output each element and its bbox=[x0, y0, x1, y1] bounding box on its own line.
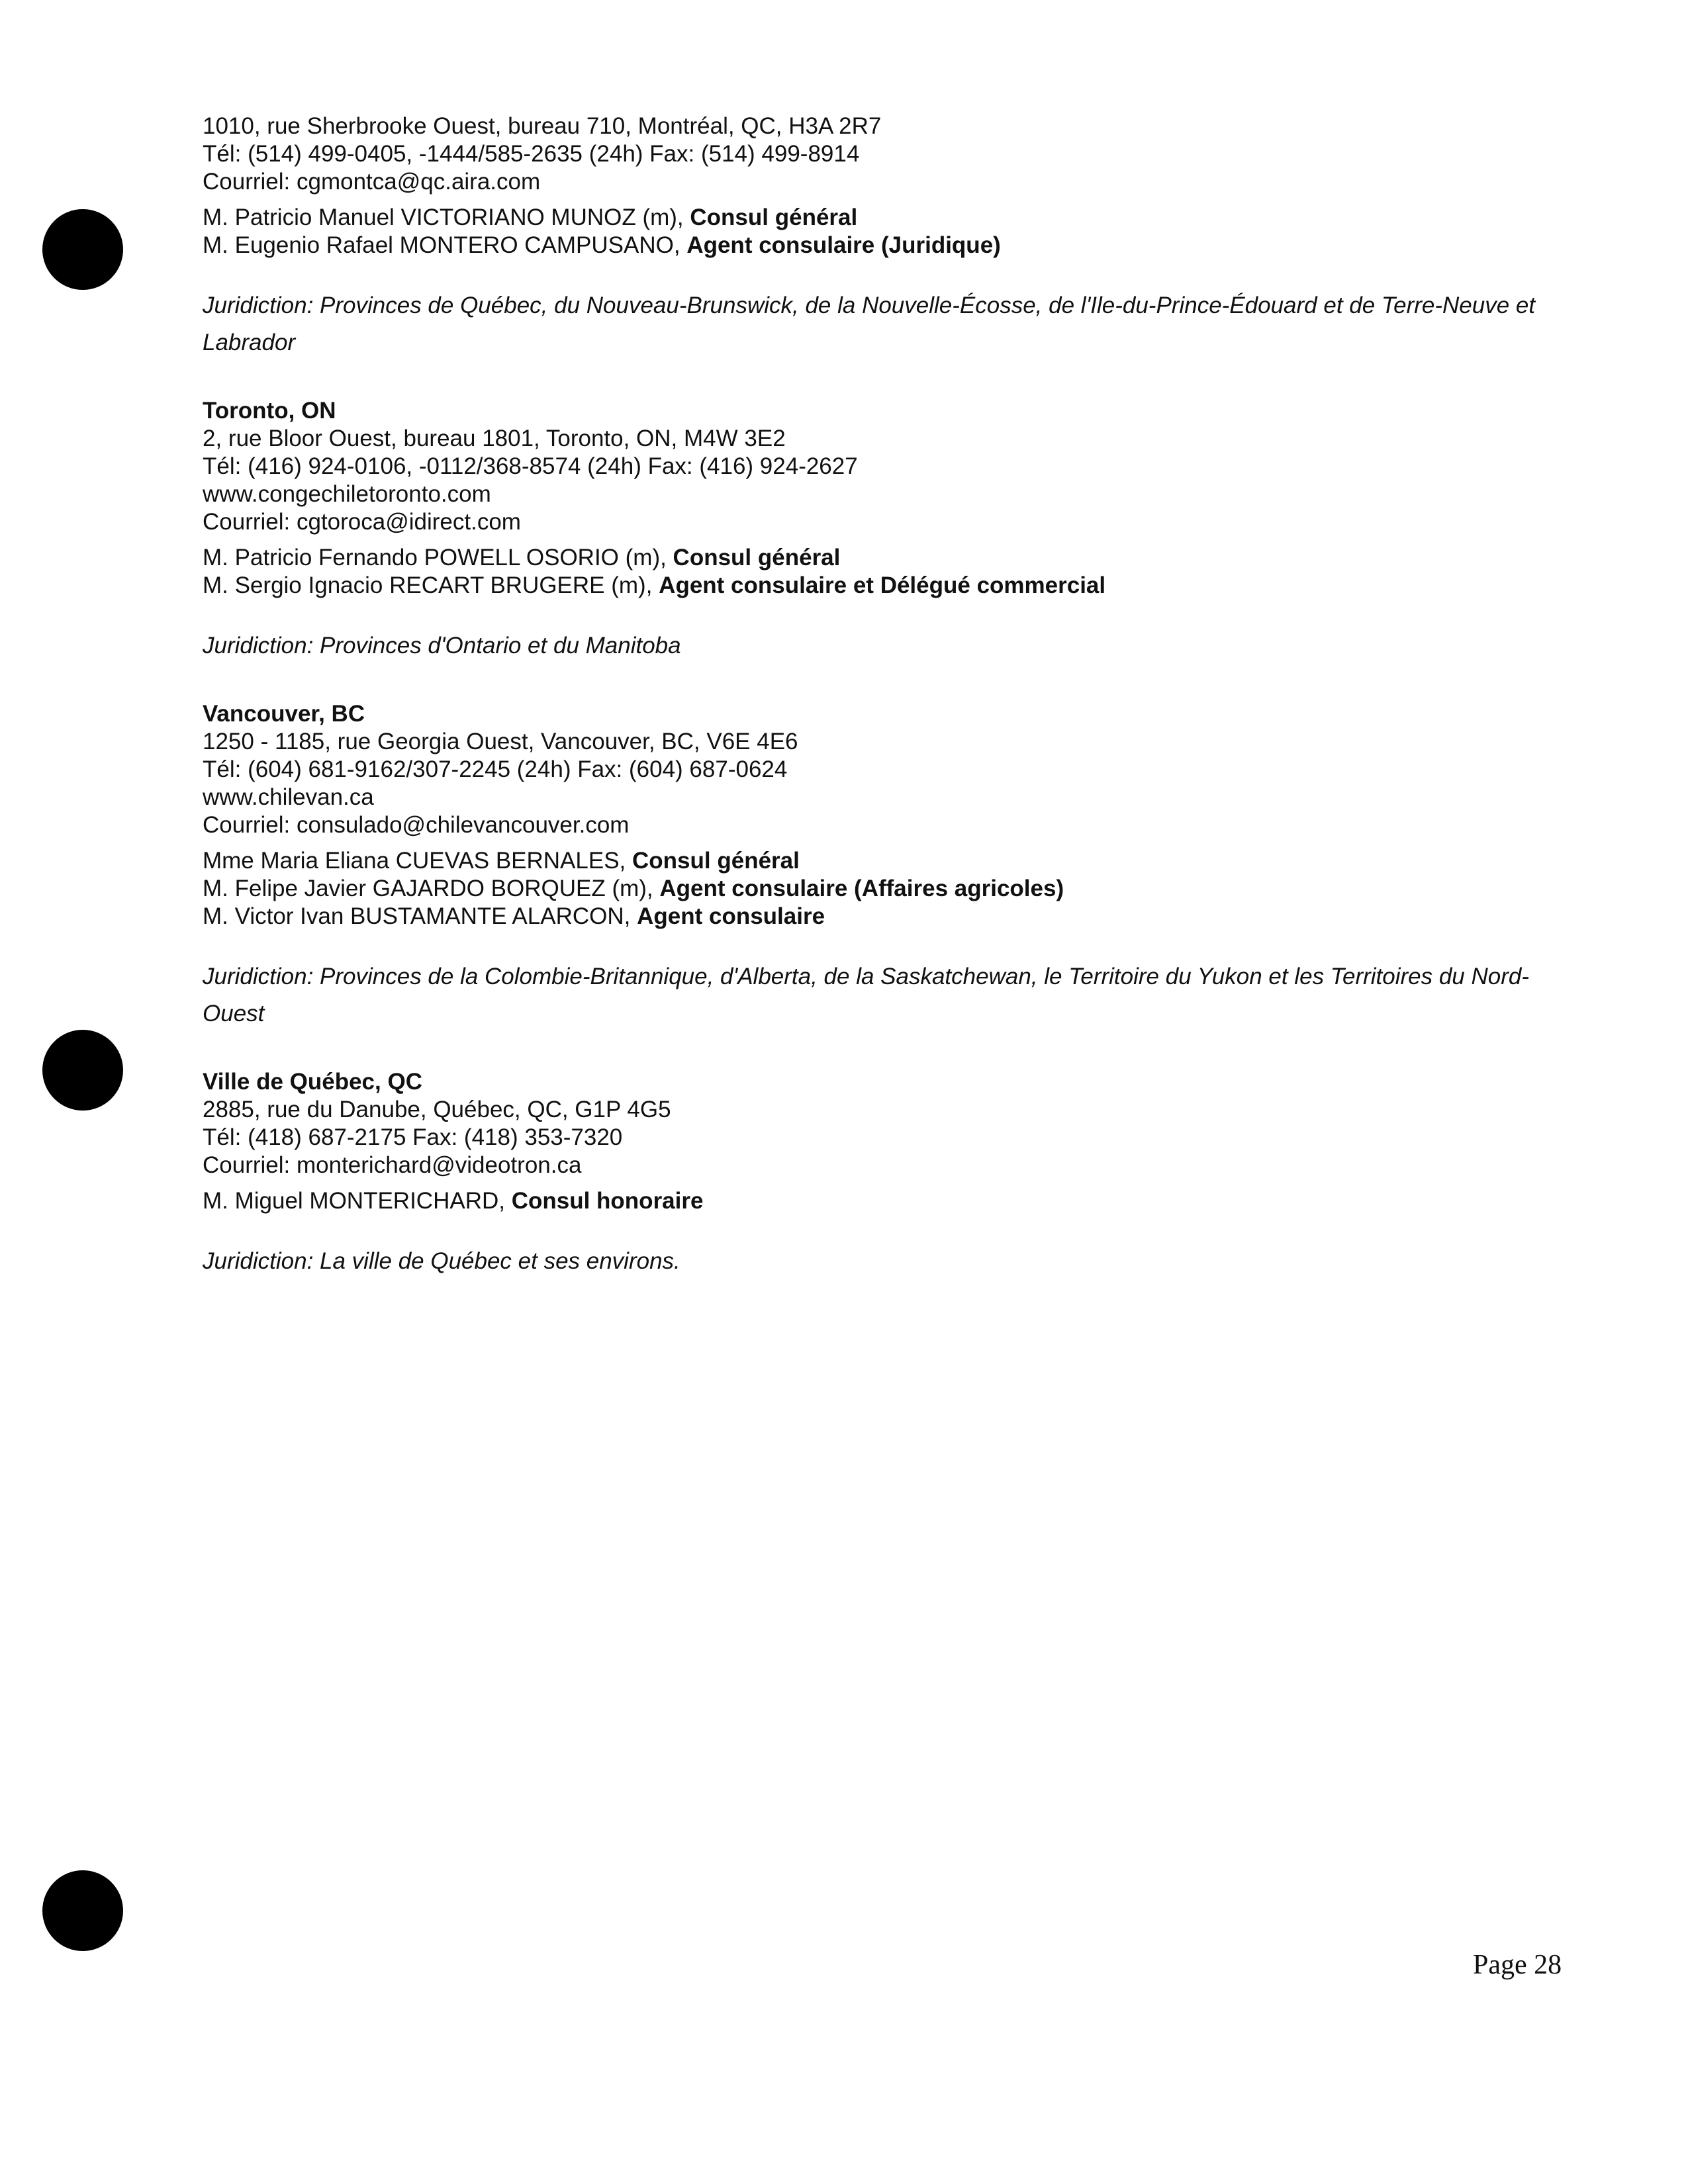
consulate-listing bbox=[203, 113, 1560, 1280]
toronto-section bbox=[203, 397, 1560, 664]
phone-fax: Tél: (604) 681-9162/307-2245 (24h) Fax: (604) 687-0624 bbox=[203, 756, 788, 782]
staff-name: M. Patricio Manuel VICTORIANO MUNOZ (m), bbox=[203, 205, 690, 230]
staff-role: Agent consulaire (Juridique) bbox=[686, 232, 1001, 258]
staff-list bbox=[203, 544, 1560, 600]
address: 1010, rue Sherbrooke Ouest, bureau 710, Montréal, QC, H3A 2R7 bbox=[203, 113, 882, 139]
address: 2885, rue du Danube, Québec, QC, G1P 4G5 bbox=[203, 1097, 671, 1122]
email: Courriel: cgmontca@qc.aira.com bbox=[203, 169, 541, 195]
phone-fax: Tél: (514) 499-0405, -1444/585-2635 (24h) Fax: (514) 499-8914 bbox=[203, 141, 860, 167]
montreal-section bbox=[203, 113, 1560, 361]
address: 2, rue Bloor Ouest, bureau 1801, Toronto, ON, M4W 3E2 bbox=[203, 426, 786, 451]
jurisdiction: Juridiction: Provinces de la Colombie-Britannique, d'Alberta, de la Saskatchewan, le Territoire du Yukon et les Territoires du Nord-Ouest bbox=[203, 964, 1530, 1026]
page-number: Page 28 bbox=[1473, 1950, 1562, 1980]
jurisdiction: Juridiction: La ville de Québec et ses environs. bbox=[203, 1248, 680, 1274]
website: www.chilevan.ca bbox=[203, 784, 374, 810]
staff-entry bbox=[203, 903, 1560, 931]
staff-name: M. Felipe Javier GAJARDO BORQUEZ (m), bbox=[203, 876, 660, 901]
staff-entry bbox=[203, 847, 1560, 875]
staff-name: M. Miguel MONTERICHARD, bbox=[203, 1188, 512, 1214]
staff-entry bbox=[203, 232, 1560, 259]
website: www.congechiletoronto.com bbox=[203, 481, 491, 507]
staff-entry bbox=[203, 572, 1560, 600]
city-heading: Ville de Québec, QC bbox=[203, 1069, 422, 1095]
email: Courriel: cgtoroca@idirect.com bbox=[203, 509, 521, 535]
staff-name: M. Victor Ivan BUSTAMANTE ALARCON, bbox=[203, 903, 637, 929]
staff-role: Consul général bbox=[673, 545, 841, 570]
punch-hole bbox=[42, 209, 123, 290]
staff-name: Mme Maria Eliana CUEVAS BERNALES, bbox=[203, 848, 633, 874]
staff-role: Agent consulaire (Affaires agricoles) bbox=[659, 876, 1064, 901]
staff-list bbox=[203, 1187, 1560, 1215]
staff-role: Consul général bbox=[690, 205, 858, 230]
staff-role: Consul honoraire bbox=[511, 1188, 704, 1214]
punch-hole bbox=[42, 1870, 123, 1951]
phone-fax: Tél: (416) 924-0106, -0112/368-8574 (24h) Fax: (416) 924-2627 bbox=[203, 453, 858, 479]
jurisdiction: Juridiction: Provinces d'Ontario et du Manitoba bbox=[203, 633, 681, 659]
quebec-section bbox=[203, 1068, 1560, 1280]
staff-role: Consul général bbox=[632, 848, 800, 874]
staff-entry bbox=[203, 875, 1560, 903]
vancouver-section bbox=[203, 700, 1560, 1032]
address: 1250 - 1185, rue Georgia Ouest, Vancouver, BC, V6E 4E6 bbox=[203, 729, 798, 754]
staff-name: M. Patricio Fernando POWELL OSORIO (m), bbox=[203, 545, 673, 570]
city-heading: Toronto, ON bbox=[203, 398, 336, 424]
staff-name: M. Sergio Ignacio RECART BRUGERE (m), bbox=[203, 572, 659, 598]
staff-entry bbox=[203, 1187, 1560, 1215]
staff-list bbox=[203, 847, 1560, 931]
jurisdiction: Juridiction: Provinces de Québec, du Nouveau-Brunswick, de la Nouvelle-Écosse, de l'Ile-du-Prince-Édouard et de Terre-Neuve et Labrador bbox=[203, 293, 1536, 355]
staff-entry bbox=[203, 204, 1560, 232]
staff-name: M. Eugenio Rafael MONTERO CAMPUSANO, bbox=[203, 232, 687, 258]
staff-role: Agent consulaire et Délégué commercial bbox=[659, 572, 1106, 598]
city-heading: Vancouver, BC bbox=[203, 701, 365, 727]
staff-list bbox=[203, 204, 1560, 259]
staff-entry bbox=[203, 544, 1560, 572]
email: Courriel: monterichard@videotron.ca bbox=[203, 1152, 582, 1178]
email: Courriel: consulado@chilevancouver.com bbox=[203, 812, 630, 838]
phone-fax: Tél: (418) 687-2175 Fax: (418) 353-7320 bbox=[203, 1124, 623, 1150]
staff-role: Agent consulaire bbox=[637, 903, 825, 929]
punch-hole bbox=[42, 1030, 123, 1111]
